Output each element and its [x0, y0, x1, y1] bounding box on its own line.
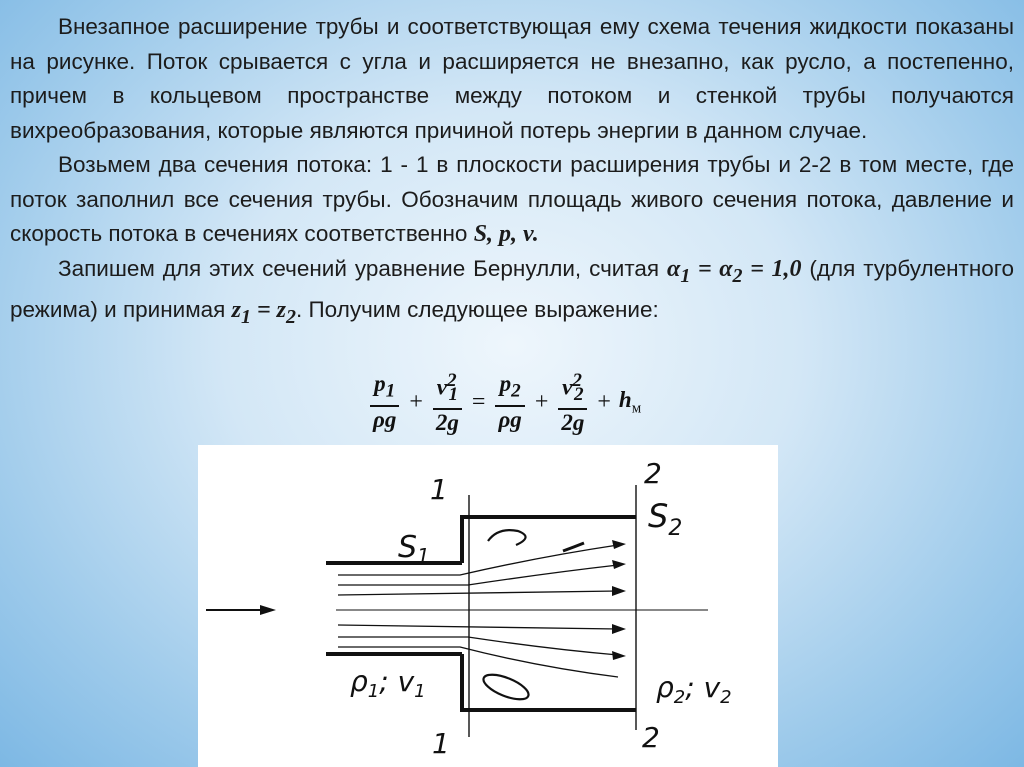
- inlet-arrow-head: [260, 605, 276, 615]
- p2-rho-sub: 2: [673, 687, 686, 708]
- z-expression: [231, 296, 296, 328]
- slide-text: [10, 10, 1014, 334]
- bernoulli-formula: [368, 368, 641, 436]
- paragraph-bernoulli: [10, 252, 1014, 335]
- v1-sup: 2: [446, 369, 457, 391]
- p1-v-sub: 1: [414, 681, 426, 702]
- section-1-top-label: 1: [430, 473, 448, 506]
- s2-subscript: 2: [668, 516, 683, 541]
- head-loss: [619, 387, 641, 418]
- p2-symbol: p: [499, 371, 512, 397]
- plus-sign-3: +: [597, 388, 611, 415]
- fraction-p1: [370, 371, 399, 433]
- p1-sub: 1: [385, 380, 396, 402]
- p2-rho: ρ: [656, 671, 674, 704]
- head-loss-symbol: h: [618, 386, 632, 412]
- alpha-eq1: = α: [697, 255, 733, 282]
- p2-sub: 2: [511, 380, 521, 402]
- paragraph-sections: [10, 148, 1014, 252]
- streamline-arrow-2: [612, 560, 626, 569]
- z1-sub: 1: [240, 305, 251, 328]
- v1-sub: 1: [448, 384, 459, 406]
- s1-subscript: 1: [417, 544, 430, 568]
- vortex-bottom: [480, 670, 531, 705]
- v1-symbol: v: [436, 374, 447, 400]
- plus-sign-2: +: [534, 388, 549, 415]
- section-2-bottom-label: 2: [642, 721, 660, 754]
- streamline-arrow-1: [612, 540, 626, 549]
- plus-sign-1: +: [409, 388, 423, 415]
- bernoulli-text-b: (для турбулентного режима) и принимая: [10, 255, 1015, 322]
- s2-label: [648, 497, 682, 541]
- equals-sign: =: [471, 388, 486, 415]
- p1-rho: ρ: [350, 665, 368, 698]
- s1-letter: S: [398, 530, 418, 565]
- pipe-expansion-diagram: [198, 445, 778, 767]
- z1: z: [231, 296, 241, 323]
- p2-v-sub: 2: [720, 687, 732, 708]
- s2-letter: S: [648, 497, 669, 535]
- alpha1: α: [667, 255, 681, 282]
- pipe-expansion-svg: [198, 445, 778, 767]
- alpha2-sub: 2: [732, 264, 743, 287]
- vortex-top-tail: [563, 543, 584, 551]
- p1-rho-sub: 1: [367, 681, 380, 702]
- fraction-p2: [495, 371, 524, 433]
- paragraph-intro: Внезапное расширение трубы и соответствующая ему схема течения жидкости показаны на рисунке. Поток срывается с угла и расширяется не внезапно, как русло, а постепенно, причем в кольцевом пространстве между потоком и стенкой трубы получаются вихреобразования, которые являются причиной потерь энергии в данном случае.: [10, 14, 1014, 143]
- p1-symbol: p: [374, 371, 386, 397]
- streamline-arrow-3: [612, 586, 626, 596]
- p2-denominator: ρg: [498, 406, 522, 432]
- head-loss-sub: м: [631, 400, 642, 417]
- p1-denominator: ρg: [373, 406, 397, 432]
- streamline-top-3: [338, 591, 618, 595]
- p1-v: ; v: [379, 665, 415, 698]
- streamline-arrow-4: [612, 624, 626, 634]
- s1-label: [398, 530, 430, 568]
- alpha1-sub: 1: [680, 264, 691, 287]
- bernoulli-text-c: . Получим следующее выражение:: [296, 296, 659, 322]
- v2-sup: 2: [572, 369, 582, 391]
- fraction-v1: [433, 368, 462, 436]
- paragraph-sections-text: Возьмем два сечения потока: 1 - 1 в плоскости расширения трубы и 2-2 в том месте, где поток заполнил все сечения трубы. Обозначим площадь живого сечения потока, давление и скорость потока в сечениях соответственно: [10, 152, 1014, 246]
- bernoulli-text-a: Запишем для этих сечений уравнение Бернулли, считая: [58, 255, 660, 281]
- streamline-arrow-5: [612, 651, 626, 660]
- z2-sub: 2: [286, 305, 296, 328]
- v2-symbol: v: [562, 374, 573, 400]
- v2-denominator: 2g: [561, 410, 585, 436]
- fraction-v2: [558, 368, 587, 436]
- section-1-bottom-label: 1: [432, 727, 450, 760]
- section-2-top-label: 2: [644, 457, 662, 490]
- alpha-eq2: = 1,0: [750, 255, 802, 282]
- p2-v: ; v: [685, 671, 721, 704]
- alpha-expression: [667, 255, 802, 287]
- p2-v2-label: [656, 671, 732, 708]
- vortex-top: [488, 530, 526, 545]
- p1-v1-label: [350, 665, 426, 702]
- v1-denominator: 2g: [435, 410, 459, 436]
- symbols-spv: S, p, v.: [473, 221, 539, 247]
- streamline-bottom-1: [338, 625, 618, 629]
- z-eq: = z: [256, 296, 286, 323]
- v2-sub: 2: [573, 384, 584, 406]
